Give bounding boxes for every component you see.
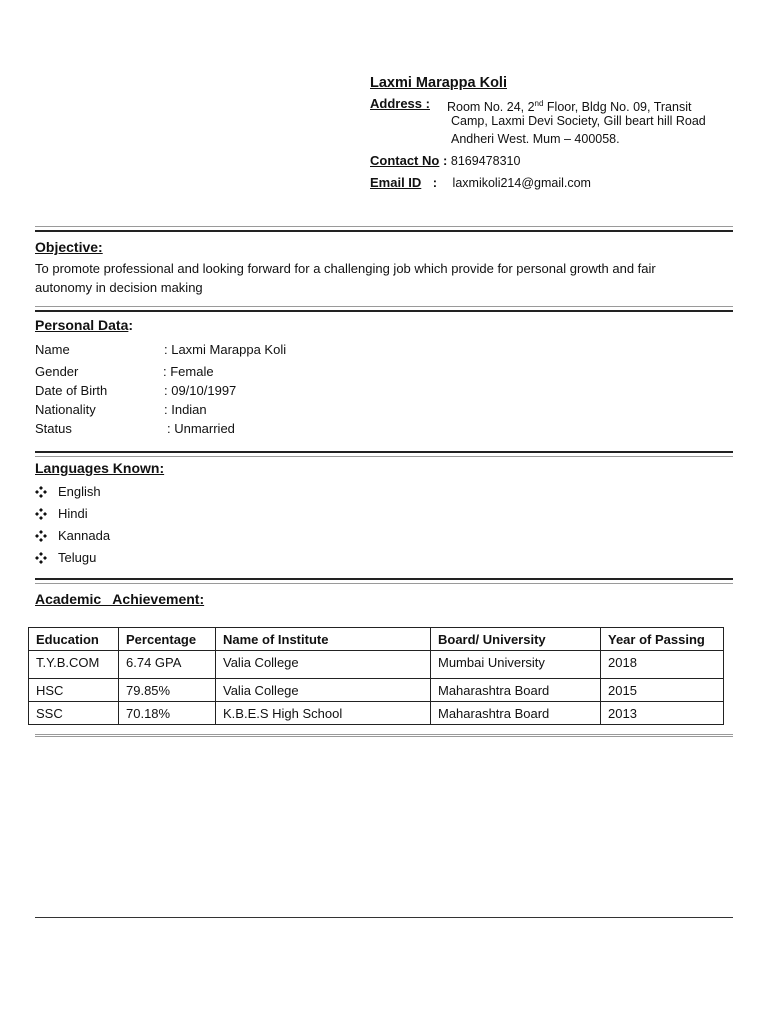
academic-table <box>28 627 724 725</box>
personal-data-heading: Personal Data: <box>35 317 134 333</box>
address-label: Address : <box>370 96 430 111</box>
language-item <box>35 506 88 521</box>
email-value: laxmikoli214@gmail.com <box>452 176 591 190</box>
contact-row <box>370 153 520 169</box>
column-header: Board/ University <box>431 628 601 651</box>
objective-heading: Objective: <box>35 239 103 255</box>
language-label: Telugu <box>58 550 97 565</box>
column-header: Education <box>29 628 119 651</box>
four-diamond-bullet-icon <box>35 552 47 564</box>
pd-nationality-label: Nationality <box>35 402 96 417</box>
candidate-name: Laxmi Marappa Koli <box>370 75 507 91</box>
objective-line-1: To promote professional and looking forward for a challenging job which provide for personal growth and fair <box>35 261 656 276</box>
address-line-2: Camp, Laxmi Devi Society, Gill beart hill Road <box>451 114 706 128</box>
column-header: Year of Passing <box>601 628 724 651</box>
column-header: Percentage <box>119 628 216 651</box>
pd-gender-value: : Female <box>163 364 214 379</box>
pd-dob-value: : 09/10/1997 <box>164 383 237 398</box>
table-cell: 2015 <box>601 679 724 702</box>
pd-name-value: : Laxmi Marappa Koli <box>164 342 287 357</box>
email-row <box>370 175 591 191</box>
table-cell: 2013 <box>601 702 724 725</box>
email-separator: : <box>432 175 438 190</box>
pd-gender-label: Gender <box>35 364 79 379</box>
table-cell: T.Y.B.COM <box>29 651 119 679</box>
column-header: Name of Institute <box>216 628 431 651</box>
address-line-3: Andheri West. Mum – 400058. <box>451 132 620 146</box>
divider-bottom <box>35 917 733 918</box>
table-cell: 2018 <box>601 651 724 679</box>
objective-text <box>35 259 656 297</box>
contact-separator: : <box>439 153 451 168</box>
language-label: Kannada <box>58 528 111 543</box>
table-cell: Mumbai University <box>431 651 601 679</box>
languages-heading: Languages Known: <box>35 460 165 476</box>
table-cell: Maharashtra Board <box>431 702 601 725</box>
language-label: English <box>58 484 101 499</box>
table-row <box>29 702 724 725</box>
table-cell: Valia College <box>216 651 431 679</box>
table-cell: Maharashtra Board <box>431 679 601 702</box>
contact-label: Contact No <box>370 153 440 168</box>
divider-academic <box>35 734 733 737</box>
contact-value: 8169478310 <box>450 154 521 168</box>
address-line-1: Room No. 24, 2nd Floor, Bldg No. 09, Transit <box>447 99 692 115</box>
table-cell: Valia College <box>216 679 431 702</box>
table-header-row <box>29 628 724 651</box>
pd-name-label: Name <box>35 342 70 357</box>
table-cell: 79.85% <box>119 679 216 702</box>
objective-line-2: autonomy in decision making <box>35 280 203 295</box>
table-row <box>29 679 724 702</box>
language-label: Hindi <box>58 506 88 521</box>
table-cell: 6.74 GPA <box>119 651 216 679</box>
four-diamond-bullet-icon <box>35 530 47 542</box>
table-cell: SSC <box>29 702 119 725</box>
pd-nationality-value: : Indian <box>164 402 207 417</box>
table-cell: K.B.E.S High School <box>216 702 431 725</box>
divider-header <box>35 226 733 232</box>
language-item <box>35 550 96 565</box>
divider-objective <box>35 306 733 312</box>
academic-heading: Academic Achievement: <box>35 591 205 607</box>
pd-status-value: : Unmarried <box>167 421 235 436</box>
four-diamond-bullet-icon <box>35 486 47 498</box>
language-item <box>35 528 110 543</box>
language-item <box>35 484 101 499</box>
four-diamond-bullet-icon <box>35 508 47 520</box>
pd-dob-label: Date of Birth <box>35 383 108 398</box>
table-row <box>29 651 724 679</box>
pd-status-label: Status <box>35 421 72 436</box>
email-label: Email ID <box>370 175 422 190</box>
table-cell: HSC <box>29 679 119 702</box>
table-cell: 70.18% <box>119 702 216 725</box>
divider-languages <box>35 578 733 584</box>
divider-personal <box>35 451 733 457</box>
